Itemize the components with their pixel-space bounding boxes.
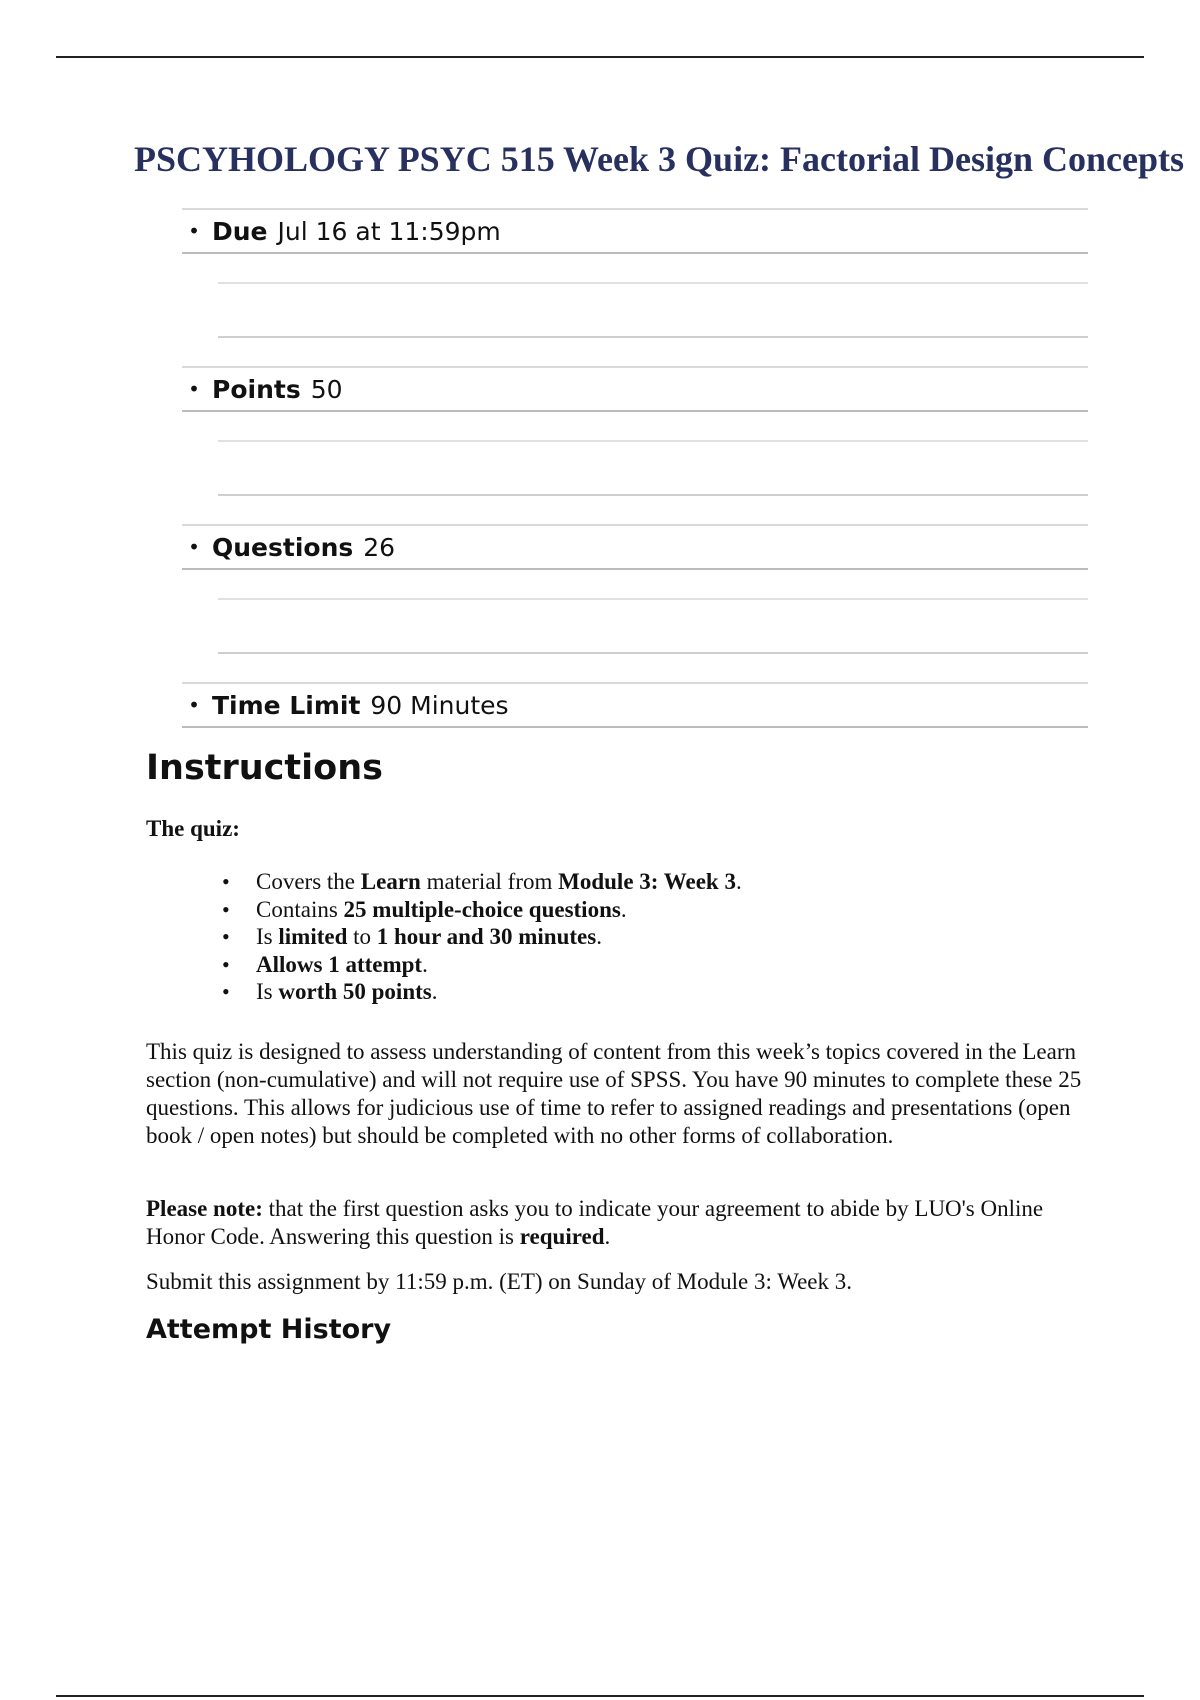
emphasis-text: Learn xyxy=(360,869,421,894)
detail-value: 50 xyxy=(310,374,343,404)
emphasis-text: Module 3: Week 3 xyxy=(558,869,736,894)
note-required: required xyxy=(519,1224,605,1249)
detail-value: Jul 16 at 11:59pm xyxy=(277,216,501,246)
list-item xyxy=(222,923,742,951)
item-text: . xyxy=(620,896,627,922)
detail-value: 26 xyxy=(363,532,396,562)
item-text: . xyxy=(422,951,428,977)
item-text: Is xyxy=(256,924,279,949)
bullet-icon: • xyxy=(188,535,200,559)
list-item xyxy=(222,951,742,979)
bottom-rule xyxy=(56,1695,1144,1697)
top-rule xyxy=(56,56,1144,58)
item-text: . xyxy=(431,979,438,1004)
divider xyxy=(218,412,1088,442)
instructions-heading: Instructions xyxy=(146,748,383,788)
item-text: . xyxy=(735,869,742,894)
item-text: material from xyxy=(420,869,559,894)
divider xyxy=(218,570,1088,600)
item-text: Contains xyxy=(256,896,344,922)
divider xyxy=(218,284,1088,338)
quiz-intro: The quiz: xyxy=(146,816,240,841)
detail-value: 90 Minutes xyxy=(370,690,509,720)
detail-label: Points xyxy=(212,374,301,404)
detail-points xyxy=(182,366,1088,412)
bullet-icon: • xyxy=(188,377,200,401)
divider xyxy=(218,442,1088,496)
note-end: . xyxy=(604,1224,611,1249)
detail-due xyxy=(182,208,1088,254)
item-text: Is xyxy=(256,979,279,1004)
emphasis-text: Allows 1 attempt xyxy=(256,951,423,977)
quiz-details xyxy=(182,208,1088,728)
detail-label: Due xyxy=(212,216,268,246)
item-text: Covers the xyxy=(256,869,361,894)
emphasis-text: worth 50 points xyxy=(278,979,432,1004)
quiz-rules-list xyxy=(222,868,742,1006)
item-text: to xyxy=(347,924,377,949)
note-label: Please note: xyxy=(146,1196,263,1221)
emphasis-text: 1 hour and 30 minutes xyxy=(376,924,597,949)
bullet-icon: • xyxy=(188,219,200,243)
divider xyxy=(218,600,1088,654)
attempt-history-heading: Attempt History xyxy=(146,1314,392,1345)
submit-deadline: Submit this assignment by 11:59 p.m. (ET) on Sunday of Module 3: Week 3. xyxy=(146,1269,852,1294)
note-text: that the first question asks you to indicate your agreement to abide by LUO's Online Honor Code. Answering this question is xyxy=(146,1196,1044,1249)
honor-code-note xyxy=(146,1195,1086,1251)
list-item xyxy=(222,896,742,924)
detail-questions xyxy=(182,524,1088,570)
quiz-description: This quiz is designed to assess understanding of content from this week’s topics covered in the Learn section (non-cumulative) and will not require use of SPSS. You have 90 minutes to complete these 25 questions. This allows for judicious use of time to refer to assigned readings and presentations (open book / open notes) but should be completed with no other forms of collaboration. xyxy=(146,1039,1082,1148)
detail-label: Time Limit xyxy=(212,690,361,720)
detail-label: Questions xyxy=(212,532,354,562)
list-item xyxy=(222,978,742,1006)
page-title: PSCYHOLOGY PSYC 515 Week 3 Quiz: Factorial Design Concepts xyxy=(134,139,1184,179)
emphasis-text: 25 multiple-choice questions xyxy=(343,896,621,922)
divider xyxy=(218,254,1088,284)
detail-time-limit xyxy=(182,682,1088,728)
emphasis-text: limited xyxy=(278,924,348,949)
item-text: . xyxy=(596,924,602,949)
list-item xyxy=(222,868,742,896)
bullet-icon: • xyxy=(188,693,200,717)
